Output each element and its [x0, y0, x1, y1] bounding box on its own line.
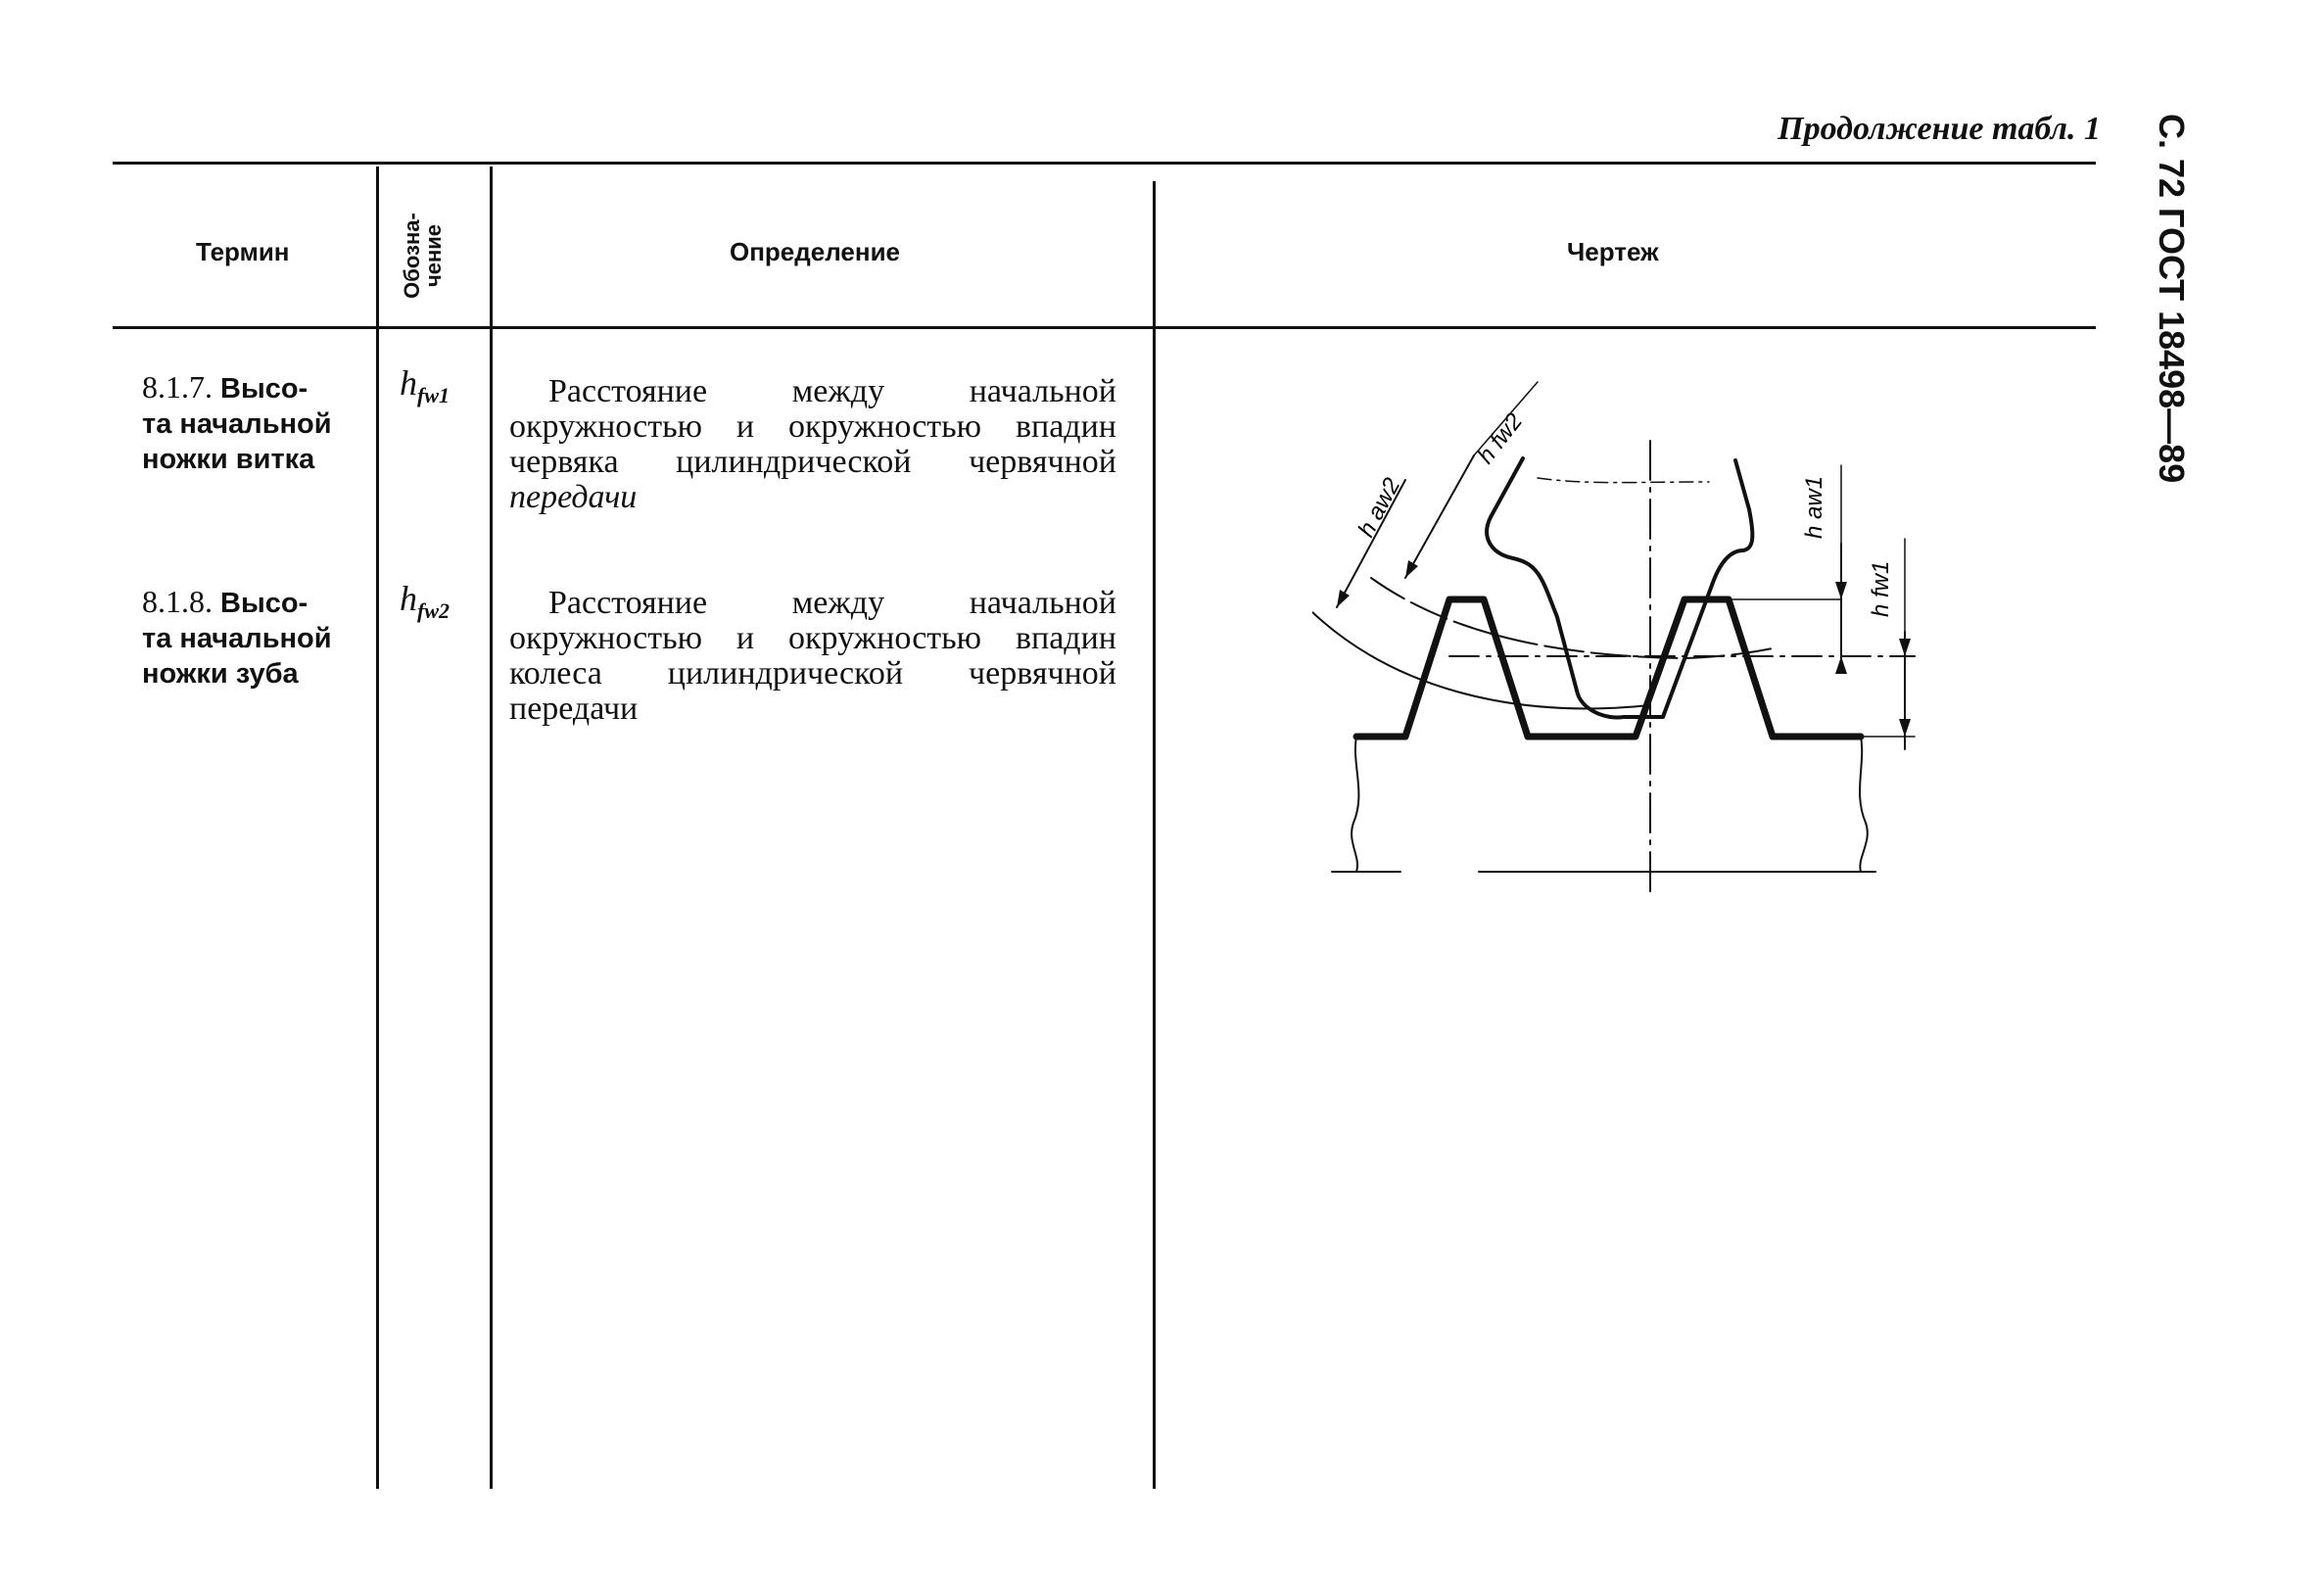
header-symbol — [402, 192, 451, 319]
definition-text: Расстояние между начальной окружностью и окружностью впадин колеса цилиндрической червячной передачи — [509, 585, 1116, 727]
term-number: 8.1.7. — [142, 369, 213, 405]
table-continuation-label: Продолжение табл. 1 — [1778, 111, 2101, 147]
definition-text-italic: передачи — [509, 479, 638, 515]
column-divider-1 — [376, 167, 379, 1489]
term-line-2: та начальной — [142, 623, 332, 654]
base-edge-right — [1860, 737, 1868, 872]
term-line-2: та начальной — [142, 408, 332, 440]
column-divider-3 — [1153, 181, 1156, 1489]
symbol-row-2 — [400, 578, 450, 624]
page-number-standard-label — [2143, 114, 2202, 525]
symbol-main: h — [400, 579, 417, 618]
label-haw2: h aw2 — [1352, 473, 1406, 542]
wheel-profile-line — [1487, 458, 1752, 718]
term-line-1: Высо- — [220, 373, 308, 405]
definition-row-1 — [509, 374, 1116, 515]
symbol-subscript: fw1 — [417, 383, 450, 408]
side-label-text: С. 72 ГОСТ 18498—89 — [2152, 114, 2192, 484]
term-row-1 — [142, 370, 367, 476]
label-hfw1: h fw1 — [1868, 560, 1894, 617]
definition-row-2 — [509, 586, 1116, 727]
definition-text: Расстояние между начальной окружностью и окружностью впадин червяка цилиндрической червячной — [509, 373, 1116, 480]
header-drawing: Чертеж — [1567, 237, 1659, 266]
base-edge-left — [1352, 737, 1358, 872]
term-line-3: ножки зуба — [142, 658, 299, 690]
header-definition: Определение — [730, 237, 901, 266]
column-divider-2 — [490, 167, 493, 1489]
label-hfw2: h fw2 — [1472, 407, 1529, 469]
header-term: Термин — [196, 237, 290, 266]
symbol-subscript: fw2 — [417, 598, 450, 624]
term-number: 8.1.8. — [142, 584, 213, 619]
table-top-rule — [113, 162, 2096, 165]
dimension-arrows — [1337, 560, 1911, 737]
label-haw1: h aw1 — [1801, 475, 1827, 539]
symbol-main: h — [400, 363, 417, 403]
hfw2-dim — [1405, 455, 1474, 578]
worm-gear-drawing — [1312, 372, 1920, 901]
header-symbol-text: Обозна- чение — [400, 213, 446, 299]
term-row-2 — [142, 585, 367, 691]
term-line-1: Высо- — [220, 588, 308, 619]
wheel-top-arc — [1538, 478, 1709, 483]
term-line-3: ножки витка — [142, 444, 315, 475]
table-header-rule — [113, 326, 2096, 329]
wheel-tip-arc — [1312, 612, 1650, 708]
symbol-row-1 — [400, 362, 450, 408]
